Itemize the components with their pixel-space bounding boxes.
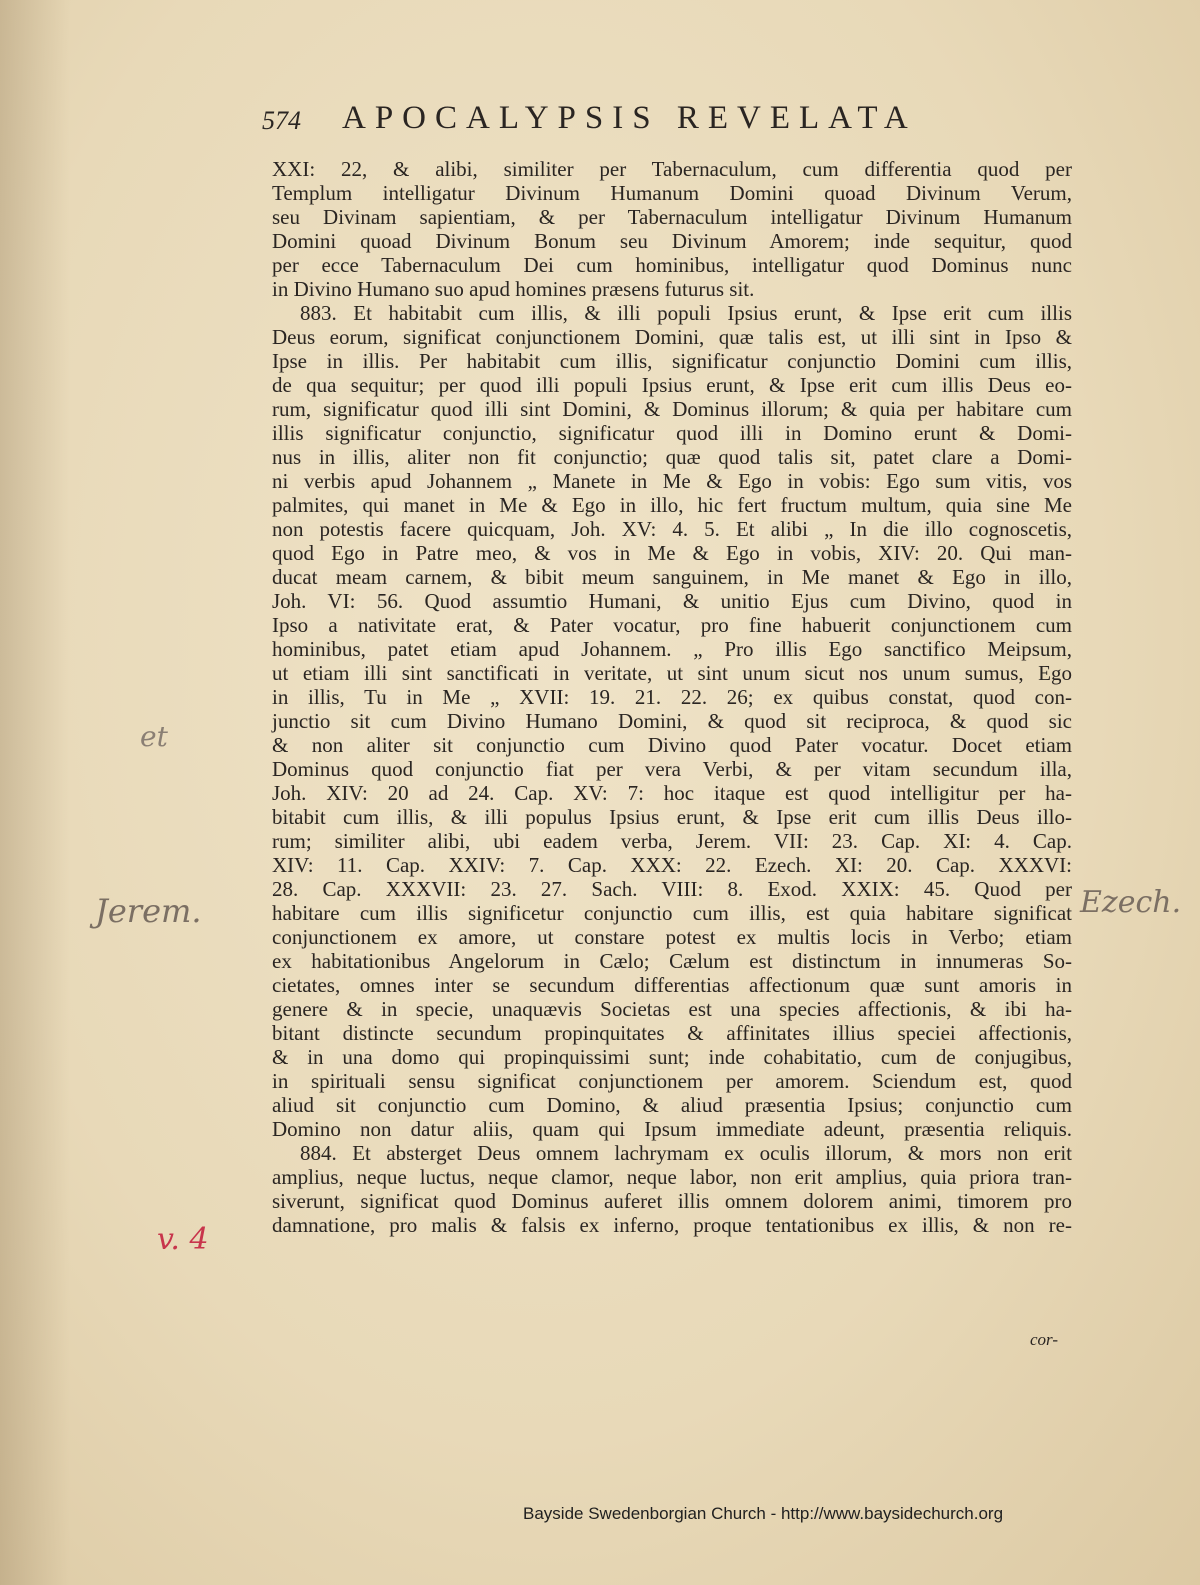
text-line: Templum intelligatur Divinum Humanum Domini quoad Divinum Verum, [272,181,1072,205]
text-line: ducat meam carnem, & bibit meum sanguinem, in Me manet & Ego in illo, [272,565,1072,589]
page-gutter-shadow [0,0,70,1585]
text-line: & non aliter sit conjunctio cum Divino quod Pater vocatur. Docet etiam [272,733,1072,757]
page-title: APOCALYPSIS REVELATA [342,100,917,136]
text-line: cietates, omnes inter se secundum differentias affectionum quæ sunt amoris in [272,973,1072,997]
text-line: per ecce Tabernaculum Dei cum hominibus, intelligatur quod Dominus nunc [272,253,1072,277]
text-line: Dominus quod conjunctio fiat per vera Verbi, & per vitam secundum illa, [272,757,1072,781]
text-line: ut etiam illi sint sanctificati in veritate, ut sint unum sicut nos unum sumus, Ego [272,661,1072,685]
paragraph-883-start: 883. Et habitabit cum illis, & illi populi Ipsius erunt, & Ipse erit cum illis [300,301,1072,325]
text-line: siverunt, significat quod Dominus auferet illis omnem dolorem animi, timorem pro [272,1189,1072,1213]
text-line: XIV: 11. Cap. XXIV: 7. Cap. XXX: 22. Ezech. XI: 20. Cap. XXXVI: [272,853,1072,877]
catchword: cor- [1030,1330,1058,1349]
text-line: aliud sit conjunctio cum Domino, & aliud præsentia Ipsius; conjunctio cum [272,1093,1072,1117]
text-line: Joh. VI: 56. Quod assumtio Humani, & unitio Ejus cum Divino, quod in [272,589,1072,613]
text-line: Domino non datur aliis, quam qui Ipsum immediate adeunt, præsentia reliquis. [272,1117,1072,1141]
text-line: junctio sit cum Divino Humano Domini, & quod sit reciproca, & quod sic [272,709,1072,733]
text-line: seu Divinam sapientiam, & per Tabernaculum intelligatur Divinum Humanum [272,205,1072,229]
text-line: de qua sequitur; per quod illi populi Ipsius erunt, & Ipse erit cum illis Deus eo- [272,373,1072,397]
text-line: 28. Cap. XXXVII: 23. 27. Sach. VIII: 8. Exod. XXIX: 45. Quod per [272,877,1072,901]
margin-note-jerem: Jerem. [95,892,202,930]
text-line: bitabit cum illis, & illi populus Ipsius erunt, & Ipse erit cum illis Deus illo- [272,805,1072,829]
text-line: XXI: 22, & alibi, similiter per Tabernaculum, cum differentia quod per [272,157,1072,181]
text-line: in illis, Tu in Me „ XVII: 19. 21. 22. 26; ex quibus constat, quod con- [272,685,1072,709]
text-line: genere & in specie, unaquævis Societas est una species affectionis, & ibi ha- [272,997,1072,1021]
margin-note-ezech: Ezech. [1080,885,1182,920]
text-line: illis significatur conjunctio, significatur quod illi in Domino erunt & Domi- [272,421,1072,445]
text-line: damnatione, pro malis & falsis ex inferno, proque tentationibus ex illis, & non re- [272,1213,1072,1237]
text-line: ni verbis apud Johannem „ Manete in Me & Ego in vobis: Ego sum vitis, vos [272,469,1072,493]
text-line: Ipso a nativitate erat, & Pater vocatur, pro fine habuerit conjunctionem cum [272,613,1072,637]
text-line: quod Ego in Patre meo, & vos in Me & Ego in vobis, XIV: 20. Qui man- [272,541,1072,565]
text-line: & in una domo qui propinquissimi sunt; inde cohabitatio, cum de conjugibus, [272,1045,1072,1069]
page-number: 574 [262,106,301,135]
text-line: in Divino Humano suo apud homines præsens futurus sit. [272,277,755,301]
text-line: ex habitationibus Angelorum in Cælo; Cælum est distinctum in innumeras So- [272,949,1072,973]
text-line: in spirituali sensu significat conjunctionem per amorem. Sciendum est, quod [272,1069,1072,1093]
paragraph-884-start: 884. Et absterget Deus omnem lachrymam ex oculis illorum, & mors non erit [300,1141,1072,1165]
body-text [272,157,1072,1357]
text-line: habitare cum illis significetur conjunctio cum illis, est quia habitare significat [272,901,1072,925]
text-line: Deus eorum, significat conjunctionem Domini, quæ talis est, ut illi sint in Ipso & [272,325,1072,349]
footer-credit: Bayside Swedenborgian Church - http://www.baysidechurch.org [523,1504,1004,1523]
margin-note-et: et [140,720,168,753]
text-line: amplius, neque luctus, neque clamor, neque labor, non erit amplius, quia priora tran- [272,1165,1072,1189]
running-head [262,100,1022,144]
text-line: rum, significatur quod illi sint Domini, & Dominus illorum; & quia per habitare cum [272,397,1072,421]
text-line: Domini quoad Divinum Bonum seu Divinum Amorem; inde sequitur, quod [272,229,1072,253]
text-line: non potestis facere quicquam, Joh. XV: 4. 5. Et alibi „ In die illo cognoscetis, [272,517,1072,541]
margin-note-verse: v. 4 [157,1222,209,1257]
text-line: palmites, qui manet in Me & Ego in illo, hic fert fructum multum, quia sine Me [272,493,1072,517]
text-line: conjunctionem ex amore, ut constare potest ex multis locis in Verbo; etiam [272,925,1072,949]
text-line: rum; similiter alibi, ubi eadem verba, Jerem. VII: 23. Cap. XI: 4. Cap. [272,829,1072,853]
text-line: bitant distincte secundum propinquitates & affinitates illius speciei affectionis, [272,1021,1072,1045]
text-line: Ipse in illis. Per habitabit cum illis, significatur conjunctio Domini cum illis, [272,349,1072,373]
text-line: Joh. XIV: 20 ad 24. Cap. XV: 7: hoc itaque est quod intelligitur per ha- [272,781,1072,805]
text-line: hominibus, patet etiam apud Johannem. „ Pro illis Ego sanctifico Meipsum, [272,637,1072,661]
text-line: nus in illis, aliter non fit conjunctio; quæ quod talis sit, patet clare a Domi- [272,445,1072,469]
